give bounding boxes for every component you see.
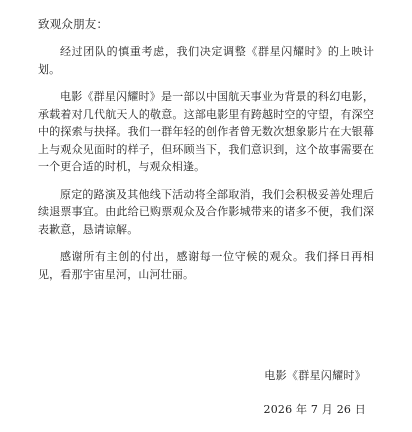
paragraph-cancellation-refund: 原定的路演及其他线下活动将全部取消，我们会积极妥善处理后续退票事宜。由此给已购票观众及合作影城带来的诸多不便，我们深表歉意，恳请谅解。 (38, 187, 374, 236)
signature: 电影《群星闪耀时》 (264, 369, 366, 382)
salutation: 致观众朋友： (38, 17, 109, 31)
paragraph-gratitude: 感谢所有主创的付出，感谢每一位守候的观众。我们择日再相见，看那宇宙星河，山河壮丽。 (38, 250, 374, 281)
paragraph-film-description: 电影《群星闪耀时》是一部以中国航天事业为背景的科幻电影，承载着对几代航天人的敬意。这部电影里有跨越时空的守望，有深空中的探索与抉择。我们一群年轻的创作者曾无数次想象影片在大银幕上与观众见面时的样子，但环顾当下，我们意识到，这个故事需要在一个更合适的时机，与观众相逢。 (38, 90, 374, 173)
paragraph-adjustment-notice: 经过团队的慎重考虑，我们决定调整《群星闪耀时》的上映计划。 (38, 45, 374, 76)
letter-date: 2026 年 7 月 26 日 (263, 403, 366, 416)
